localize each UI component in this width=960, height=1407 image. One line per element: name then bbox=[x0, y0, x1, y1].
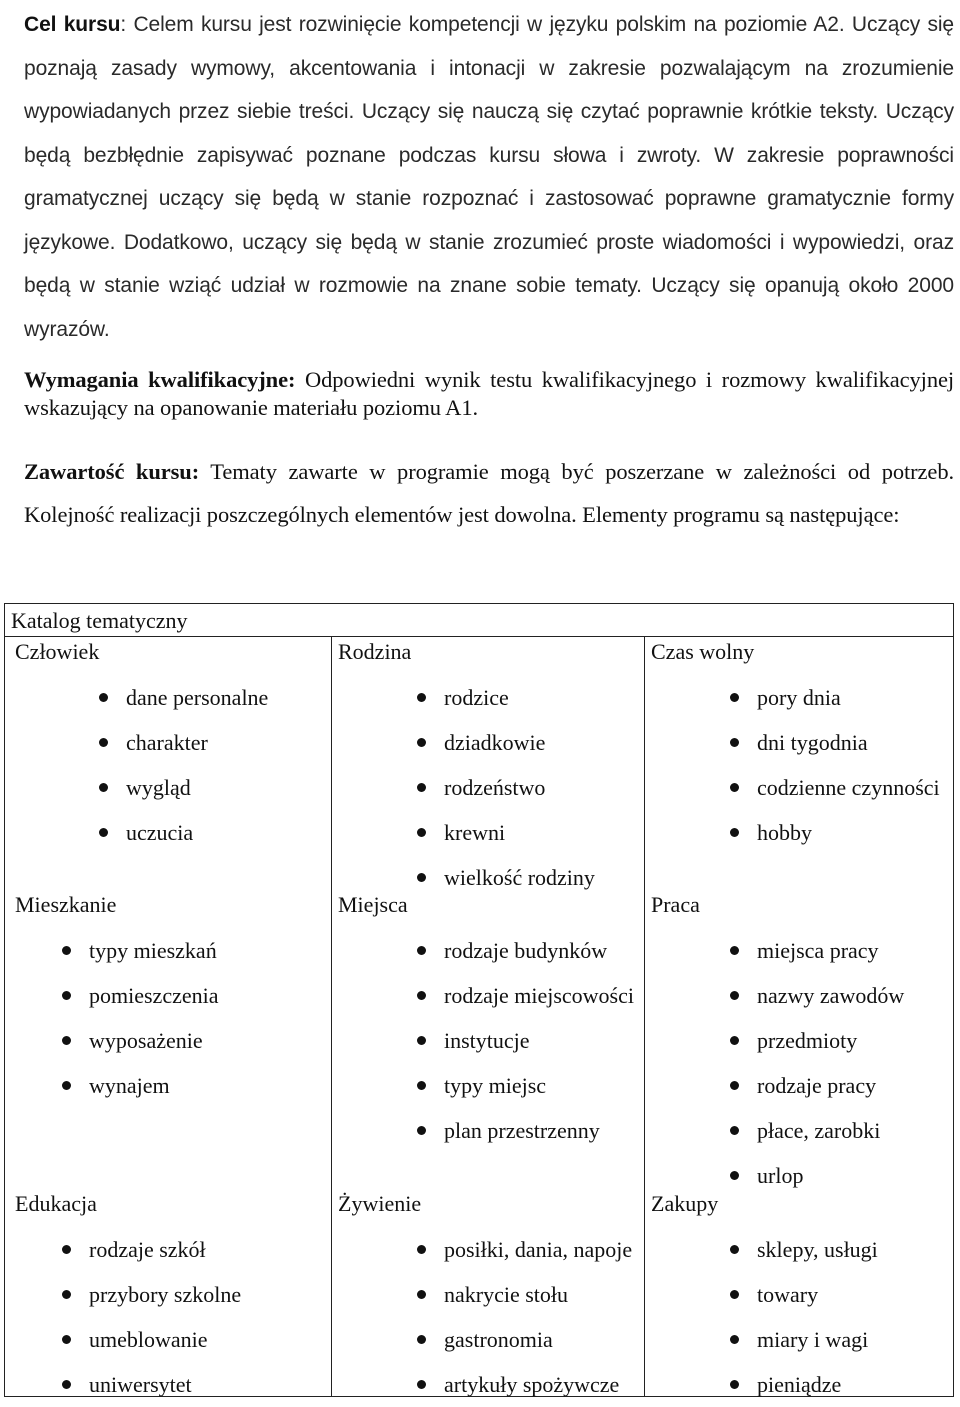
topic-list-item bbox=[651, 675, 940, 720]
topic-item-label: umeblowanie bbox=[89, 1327, 208, 1352]
bullet-icon bbox=[417, 946, 426, 955]
topic-item-label: gastronomia bbox=[444, 1327, 553, 1352]
topic-list bbox=[15, 675, 268, 855]
topic-item-label: wygląd bbox=[126, 775, 191, 800]
topic-cell bbox=[338, 890, 634, 1153]
topic-list-item bbox=[651, 1108, 904, 1153]
topic-item-label: codzienne czynności bbox=[757, 775, 940, 800]
bullet-icon bbox=[417, 738, 426, 747]
bullet-icon bbox=[417, 991, 426, 1000]
bullet-icon bbox=[730, 1290, 739, 1299]
topic-item-label: artykuły spożywcze bbox=[444, 1372, 620, 1397]
topic-list-item bbox=[651, 810, 940, 855]
course-content-label: Zawartość kursu: bbox=[24, 459, 200, 484]
topic-heading: Mieszkanie bbox=[15, 892, 117, 917]
topic-item-label: uniwersytet bbox=[89, 1372, 192, 1397]
bullet-icon bbox=[99, 738, 108, 747]
topic-list-item bbox=[651, 928, 904, 973]
topic-item-label: dziadkowie bbox=[444, 730, 546, 755]
topic-list-item bbox=[15, 1272, 241, 1317]
topic-list-item bbox=[15, 1063, 219, 1108]
topic-cell bbox=[15, 1189, 241, 1407]
topic-catalog-table bbox=[4, 603, 954, 1397]
topic-cell bbox=[338, 637, 595, 900]
topic-heading: Czas wolny bbox=[651, 639, 755, 664]
topic-item-label: urlop bbox=[757, 1163, 804, 1188]
topic-item-label: miejsca pracy bbox=[757, 938, 879, 963]
topic-list bbox=[651, 928, 904, 1198]
bullet-icon bbox=[417, 1036, 426, 1045]
topic-list bbox=[338, 928, 634, 1153]
bullet-icon bbox=[62, 946, 71, 955]
topic-list bbox=[338, 1227, 632, 1407]
course-goal-paragraph bbox=[24, 3, 954, 351]
topic-cell bbox=[338, 1189, 632, 1407]
bullet-icon bbox=[417, 1126, 426, 1135]
topic-item-label: krewni bbox=[444, 820, 506, 845]
bullet-icon bbox=[417, 1290, 426, 1299]
topic-list-item bbox=[651, 973, 904, 1018]
topic-list bbox=[15, 1227, 241, 1407]
topic-list-item bbox=[651, 1272, 878, 1317]
bullet-icon bbox=[62, 1081, 71, 1090]
bullet-icon bbox=[99, 783, 108, 792]
topic-list-item bbox=[338, 1018, 634, 1063]
topic-list-item bbox=[338, 720, 595, 765]
topic-list-item bbox=[338, 765, 595, 810]
bullet-icon bbox=[730, 991, 739, 1000]
bullet-icon bbox=[730, 738, 739, 747]
topic-item-label: przedmioty bbox=[757, 1028, 858, 1053]
topic-heading: Rodzina bbox=[338, 639, 412, 664]
course-goal-label: Cel kursu bbox=[24, 13, 121, 36]
bullet-icon bbox=[730, 1335, 739, 1344]
topic-item-label: posiłki, dania, napoje bbox=[444, 1237, 633, 1262]
topic-list-item bbox=[338, 1272, 632, 1317]
topic-list-item bbox=[338, 1227, 632, 1272]
bullet-icon bbox=[730, 1081, 739, 1090]
column-divider bbox=[331, 636, 332, 1396]
bullet-icon bbox=[730, 946, 739, 955]
topic-heading: Edukacja bbox=[15, 1191, 97, 1216]
bullet-icon bbox=[730, 1036, 739, 1045]
topic-item-label: nakrycie stołu bbox=[444, 1282, 569, 1307]
topic-item-label: plan przestrzenny bbox=[444, 1118, 600, 1143]
bullet-icon bbox=[62, 1290, 71, 1299]
topic-cell bbox=[651, 637, 940, 855]
course-goal-text: : Celem kursu jest rozwinięcie kompetencji w języku polskim na poziomie A2. Uczący się poznają zasady wymowy, akcentowania i intonacji w zakresie pozwalającym na zrozumienie wypowiadanych przez siebie treści. Uczący się nauczą się czytać poprawnie krótkie teksty. Uczący będą bezbłędnie zapisywać poznane podczas kursu słowa i zwroty. W zakresie poprawności gramatycznej uczący się będą w stanie rozpoznać i zastosować poprawne gramatycznie formy językowe. Dodatkowo, uczący się będą w stanie zrozumieć proste wiadomości i wypowiedzi, oraz będą w stanie wziąć udział w rozmowie na znane sobie tematy. Uczący się opanują około 2000 wyrazów. bbox=[24, 13, 954, 341]
topic-item-label: pieniądze bbox=[757, 1372, 842, 1397]
bullet-icon bbox=[730, 783, 739, 792]
bullet-icon bbox=[730, 1126, 739, 1135]
bullet-icon bbox=[417, 1081, 426, 1090]
bullet-icon bbox=[62, 1335, 71, 1344]
topic-list-item bbox=[15, 810, 268, 855]
topic-item-label: towary bbox=[757, 1282, 819, 1307]
bullet-icon bbox=[730, 693, 739, 702]
topic-item-label: miary i wagi bbox=[757, 1327, 869, 1352]
topic-item-label: płace, zarobki bbox=[757, 1118, 881, 1143]
bullet-icon bbox=[417, 1335, 426, 1344]
column-divider bbox=[644, 636, 645, 1396]
bullet-icon bbox=[99, 828, 108, 837]
topic-list-item bbox=[651, 1227, 878, 1272]
topic-cell bbox=[15, 890, 219, 1108]
topic-item-label: dni tygodnia bbox=[757, 730, 868, 755]
topic-list-item bbox=[651, 1018, 904, 1063]
topic-list-item bbox=[338, 810, 595, 855]
topic-list-item bbox=[338, 675, 595, 720]
topic-list-item bbox=[338, 973, 634, 1018]
bullet-icon bbox=[417, 828, 426, 837]
bullet-icon bbox=[417, 693, 426, 702]
topic-item-label: rodzaje szkół bbox=[89, 1237, 206, 1262]
requirements-paragraph bbox=[24, 366, 954, 422]
bullet-icon bbox=[417, 1380, 426, 1389]
bullet-icon bbox=[730, 1245, 739, 1254]
topic-item-label: nazwy zawodów bbox=[757, 983, 905, 1008]
topic-heading: Żywienie bbox=[338, 1191, 422, 1216]
catalog-title: Katalog tematyczny bbox=[11, 608, 188, 633]
bullet-icon bbox=[417, 873, 426, 882]
topic-list-item bbox=[338, 928, 634, 973]
bullet-icon bbox=[730, 1380, 739, 1389]
topic-list-item bbox=[338, 1362, 632, 1407]
topic-item-label: hobby bbox=[757, 820, 812, 845]
topic-list-item bbox=[15, 1018, 219, 1063]
topic-item-label: instytucje bbox=[444, 1028, 530, 1053]
topic-list-item bbox=[15, 1317, 241, 1362]
topic-item-label: uczucia bbox=[126, 820, 194, 845]
topic-list bbox=[15, 928, 219, 1108]
topic-item-label: wyposażenie bbox=[89, 1028, 203, 1053]
topic-list-item bbox=[338, 1063, 634, 1108]
course-content-text: Tematy zawarte w programie mogą być poszerzane w zależności od potrzeb. Kolejność realizacji poszczególnych elementów jest dowolna. Elementy programu są następujące: bbox=[24, 459, 954, 527]
topic-list-item bbox=[15, 765, 268, 810]
topic-item-label: rodzaje budynków bbox=[444, 938, 608, 963]
topic-list-item bbox=[651, 765, 940, 810]
topic-cell bbox=[651, 890, 904, 1198]
topic-list-item bbox=[15, 973, 219, 1018]
topic-list-item bbox=[338, 1108, 634, 1153]
topic-item-label: przybory szkolne bbox=[89, 1282, 242, 1307]
topic-list-item bbox=[15, 1362, 241, 1407]
topic-item-label: rodzaje pracy bbox=[757, 1073, 877, 1098]
topic-list-item bbox=[15, 675, 268, 720]
course-content-paragraph bbox=[24, 450, 954, 536]
topic-item-label: wielkość rodziny bbox=[444, 865, 595, 890]
topic-list bbox=[338, 675, 595, 900]
topic-heading: Miejsca bbox=[338, 892, 408, 917]
topic-list-item bbox=[651, 1063, 904, 1108]
bullet-icon bbox=[417, 1245, 426, 1254]
bullet-icon bbox=[99, 693, 108, 702]
topic-cell bbox=[651, 1189, 878, 1407]
topic-list-item bbox=[651, 1317, 878, 1362]
topic-item-label: typy miejsc bbox=[444, 1073, 547, 1098]
topic-list bbox=[651, 675, 940, 855]
topic-list-item bbox=[15, 928, 219, 973]
topic-item-label: sklepy, usługi bbox=[757, 1237, 878, 1262]
bullet-icon bbox=[62, 991, 71, 1000]
topic-item-label: wynajem bbox=[89, 1073, 170, 1098]
topic-item-label: typy mieszkań bbox=[89, 938, 217, 963]
bullet-icon bbox=[62, 1380, 71, 1389]
requirements-label: Wymagania kwalifikacyjne: bbox=[24, 367, 296, 392]
topic-item-label: dane personalne bbox=[126, 685, 269, 710]
topic-list-item bbox=[651, 720, 940, 765]
topic-heading: Zakupy bbox=[651, 1191, 719, 1216]
topic-item-label: rodzice bbox=[444, 685, 509, 710]
topic-list-item bbox=[651, 1362, 878, 1407]
requirements-text: Odpowiedni wynik testu kwalifikacyjnego i rozmowy kwalifikacyjnej wskazujący na opanowanie materiału poziomu A1. bbox=[24, 367, 955, 420]
topic-heading: Człowiek bbox=[15, 639, 100, 664]
topic-heading: Praca bbox=[651, 892, 700, 917]
bullet-icon bbox=[730, 828, 739, 837]
topic-list-item bbox=[15, 1227, 241, 1272]
topic-list-item bbox=[15, 720, 268, 765]
topic-item-label: pory dnia bbox=[757, 685, 841, 710]
topic-cell bbox=[15, 637, 268, 855]
topic-item-label: rodzeństwo bbox=[444, 775, 546, 800]
topic-list-item bbox=[338, 1317, 632, 1362]
topic-item-label: charakter bbox=[126, 730, 208, 755]
bullet-icon bbox=[730, 1171, 739, 1180]
topic-item-label: pomieszczenia bbox=[89, 983, 219, 1008]
bullet-icon bbox=[417, 783, 426, 792]
bullet-icon bbox=[62, 1245, 71, 1254]
bullet-icon bbox=[62, 1036, 71, 1045]
topic-list bbox=[651, 1227, 878, 1407]
topic-item-label: rodzaje miejscowości bbox=[444, 983, 634, 1008]
